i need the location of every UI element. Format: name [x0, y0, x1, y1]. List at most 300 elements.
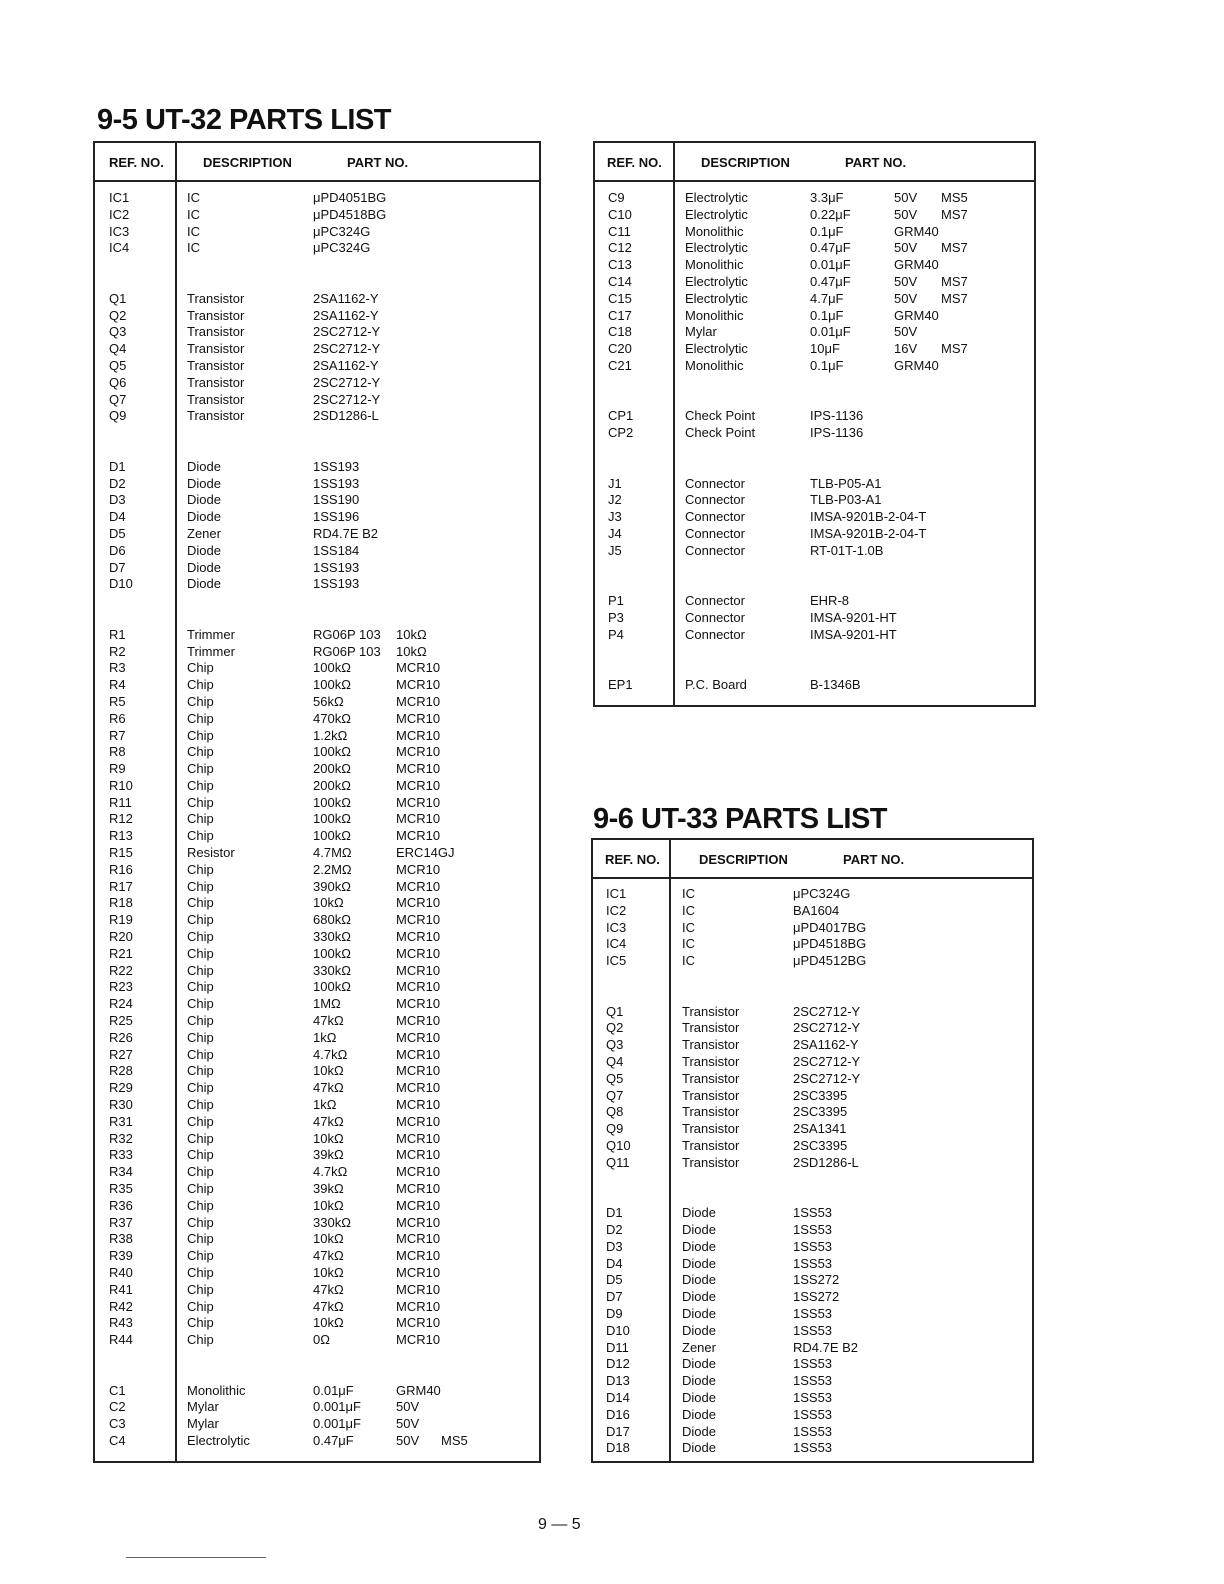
ref-no: J4: [608, 525, 622, 541]
description: Diode: [682, 1423, 716, 1439]
part-no: 1SS53: [793, 1255, 833, 1271]
parts-row: [95, 1080, 539, 1097]
description: Diode: [187, 492, 221, 508]
spec: GRM40: [894, 307, 939, 323]
description: Diode: [187, 458, 221, 474]
ref-no: R11: [109, 794, 132, 810]
description: Chip: [187, 1080, 214, 1096]
part-no: 390kΩ: [313, 878, 351, 894]
spec: MCR10: [396, 1181, 441, 1197]
ref-no: J1: [608, 475, 622, 491]
header-ref-no: REF. NO.: [109, 155, 164, 170]
description: Chip: [187, 979, 214, 995]
parts-row: [95, 543, 539, 560]
spec: MCR10: [396, 878, 441, 894]
parts-row: [593, 1054, 1032, 1071]
ref-no: IC3: [109, 223, 130, 239]
parts-row: [595, 543, 1034, 560]
ref-no: R15: [109, 845, 133, 861]
spec-extra: MS7: [941, 206, 968, 222]
ref-no: R1: [109, 626, 126, 642]
description: IC: [187, 190, 200, 205]
description: Zener: [682, 1339, 716, 1355]
spec-extra: MS5: [441, 1432, 468, 1448]
part-no: 2SD1286-L: [313, 408, 379, 424]
parts-row: [95, 358, 539, 375]
spec: MCR10: [396, 895, 441, 911]
ref-no: D1: [606, 1205, 623, 1221]
spec: MCR10: [396, 660, 441, 676]
description: Transistor: [682, 1053, 740, 1069]
description: Chip: [187, 1248, 214, 1264]
spec: MCR10: [396, 677, 441, 693]
ref-no: C18: [608, 324, 632, 340]
parts-row: [95, 1047, 539, 1064]
description: Chip: [187, 693, 214, 709]
ref-no: Q9: [109, 408, 127, 424]
parts-row: [593, 1373, 1032, 1390]
description: Diode: [682, 1322, 716, 1338]
parts-row: [95, 1030, 539, 1047]
description: Chip: [187, 1164, 214, 1180]
description: Chip: [187, 1315, 214, 1331]
description: Connector: [685, 593, 745, 609]
parts-row: [595, 240, 1034, 257]
ref-no: R42: [109, 1298, 133, 1314]
parts-row: [593, 936, 1032, 953]
description: Chip: [187, 929, 214, 945]
description: Chip: [187, 710, 214, 726]
description: Mylar: [187, 1399, 219, 1415]
description: Connector: [685, 492, 745, 508]
ref-no: Q1: [606, 1003, 624, 1019]
spec-extra: MS7: [941, 341, 968, 357]
part-no: 2SC3395: [793, 1104, 848, 1120]
parts-row: [95, 1181, 539, 1198]
ref-no: R22: [109, 962, 133, 978]
ref-no: D1: [109, 458, 126, 474]
ref-no: C11: [608, 223, 631, 239]
spec: MCR10: [396, 861, 441, 877]
part-no: μPD4518BG: [793, 936, 867, 952]
description: Electrolytic: [685, 341, 748, 357]
ref-no: IC4: [109, 240, 130, 256]
ref-no: R20: [109, 929, 133, 945]
part-no: 1SS272: [793, 1289, 840, 1305]
header-ref-no: REF. NO.: [607, 155, 662, 170]
ref-no: D10: [109, 576, 133, 592]
ref-no: C1: [109, 1382, 126, 1398]
ref-no: D17: [606, 1423, 630, 1439]
description: Chip: [187, 1231, 214, 1247]
spec: MCR10: [396, 1248, 441, 1264]
parts-row: [95, 1097, 539, 1114]
part-no: μPC324G: [793, 886, 851, 901]
parts-row: [95, 1433, 539, 1450]
parts-row: [95, 1114, 539, 1131]
description: Electrolytic: [685, 273, 748, 289]
parts-row: [593, 1272, 1032, 1289]
spec: 16V: [894, 341, 918, 357]
description: Chip: [187, 677, 214, 693]
description: IC: [682, 886, 695, 901]
parts-row: [95, 879, 539, 896]
description: Chip: [187, 811, 214, 827]
part-no: 1SS53: [793, 1440, 833, 1456]
parts-row: [595, 425, 1034, 442]
description: Zener: [187, 525, 221, 541]
spec: 10kΩ: [396, 643, 427, 659]
parts-row: [593, 1205, 1032, 1222]
parts-row: [95, 509, 539, 526]
ref-no: Q10: [606, 1137, 631, 1153]
ref-no: C13: [608, 257, 632, 273]
ref-no: Q11: [606, 1154, 630, 1170]
description: Monolithic: [187, 1382, 246, 1398]
ref-no: R10: [109, 777, 133, 793]
part-no: 1SS196: [313, 509, 360, 525]
parts-row: [95, 795, 539, 812]
parts-row: [595, 593, 1034, 610]
part-no: 2SC2712-Y: [793, 1020, 861, 1036]
spec: GRM40: [396, 1382, 441, 1398]
spec: MCR10: [396, 1197, 441, 1213]
ut33-title: 9-6 UT-33 PARTS LIST: [593, 803, 888, 835]
part-no: 100kΩ: [313, 677, 351, 693]
ref-no: Q8: [606, 1104, 624, 1120]
ref-no: R25: [109, 1013, 133, 1029]
part-no: 2SC2712-Y: [313, 391, 381, 407]
part-no: 47kΩ: [313, 1298, 344, 1314]
ref-no: R8: [109, 744, 126, 760]
part-no: 0Ω: [313, 1332, 330, 1348]
ut32-title: 9-5 UT-32 PARTS LIST: [97, 104, 392, 136]
header-ref-no: REF. NO.: [605, 852, 660, 867]
parts-row: [595, 358, 1034, 375]
parts-row: [95, 694, 539, 711]
parts-row: [593, 1323, 1032, 1340]
part-no: 2SC2712-Y: [793, 1070, 861, 1086]
ref-no: D5: [606, 1272, 623, 1288]
part-no: 47kΩ: [313, 1013, 344, 1029]
ref-no: R3: [109, 660, 126, 676]
description: Transistor: [682, 1070, 740, 1086]
parts-row: [95, 1315, 539, 1332]
spec: GRM40: [894, 357, 939, 373]
part-no: RD4.7E B2: [313, 525, 379, 541]
parts-row: [593, 1340, 1032, 1357]
description: Chip: [187, 878, 214, 894]
part-no: 1SS190: [313, 492, 360, 508]
description: Diode: [682, 1356, 716, 1372]
ref-no: R29: [109, 1080, 133, 1096]
part-no: μPD4512BG: [793, 953, 867, 969]
spec: MCR10: [396, 777, 441, 793]
description: Transistor: [187, 408, 245, 424]
parts-row: [595, 224, 1034, 241]
parts-row: [95, 811, 539, 828]
parts-row: [95, 761, 539, 778]
part-no: IMSA-9201B-2-04-T: [810, 509, 927, 525]
part-no: 4.7μF: [810, 290, 844, 306]
description: Chip: [187, 1013, 214, 1029]
row-spacer: [593, 1188, 1032, 1205]
parts-row: [595, 476, 1034, 493]
description: Diode: [187, 542, 221, 558]
spec: 50V: [396, 1416, 420, 1432]
description: Connector: [685, 626, 745, 642]
description: Resistor: [187, 845, 235, 861]
part-no: 2SC2712-Y: [793, 1003, 861, 1019]
parts-row: [95, 963, 539, 980]
spec-extra: MS7: [941, 273, 968, 289]
spec: MCR10: [396, 1214, 441, 1230]
part-no: RT-01T-1.0B: [810, 542, 884, 558]
row-spacer: [95, 425, 539, 442]
ref-no: IC2: [606, 902, 627, 918]
parts-row: [593, 1121, 1032, 1138]
description: Transistor: [682, 1087, 740, 1103]
part-no: 39kΩ: [313, 1147, 344, 1163]
part-no: 2SC2712-Y: [793, 1053, 861, 1069]
ref-no: R26: [109, 1029, 133, 1045]
parts-row: [593, 1037, 1032, 1054]
ref-no: C20: [608, 341, 632, 357]
ref-no: IC4: [606, 936, 627, 952]
ref-no: R6: [109, 710, 126, 726]
part-no: 2SC2712-Y: [313, 341, 381, 357]
parts-row: [95, 291, 539, 308]
parts-row: [593, 1256, 1032, 1273]
description: Check Point: [685, 425, 756, 441]
ref-no: IC3: [606, 919, 627, 935]
ref-no: IC5: [606, 953, 627, 969]
part-no: 200kΩ: [313, 761, 351, 777]
page-number: 9 — 5: [538, 1516, 581, 1533]
description: Diode: [682, 1255, 716, 1271]
spec: MCR10: [396, 1231, 441, 1247]
parts-row: [95, 459, 539, 476]
parts-row: [95, 308, 539, 325]
spec: 10kΩ: [396, 626, 427, 642]
part-no: RG06P 103: [313, 626, 381, 642]
description: Chip: [187, 1298, 214, 1314]
parts-row: [95, 1399, 539, 1416]
part-no: 10kΩ: [313, 1265, 344, 1280]
part-no: 1SS53: [793, 1423, 833, 1439]
part-no: μPC324G: [313, 240, 371, 256]
description: Trimmer: [187, 626, 235, 642]
ref-no: R2: [109, 643, 126, 659]
description: Diode: [682, 1389, 716, 1405]
ref-no: C2: [109, 1399, 126, 1415]
row-spacer: [95, 442, 539, 459]
description: Diode: [187, 576, 221, 592]
part-no: 39kΩ: [313, 1181, 344, 1197]
part-no: 1SS193: [313, 559, 360, 575]
spec: MCR10: [396, 727, 441, 743]
description: P.C. Board: [685, 677, 747, 693]
part-no: RD4.7E B2: [793, 1339, 859, 1355]
description: Trimmer: [187, 643, 235, 659]
spec: MCR10: [396, 979, 441, 995]
parts-row: [95, 1215, 539, 1232]
spec: MCR10: [396, 929, 441, 945]
parts-row: [95, 408, 539, 425]
parts-row: [95, 1416, 539, 1433]
description: Monolithic: [685, 223, 744, 239]
part-no: 100kΩ: [313, 794, 351, 810]
part-no: 47kΩ: [313, 1113, 344, 1129]
part-no: 200kΩ: [313, 777, 351, 793]
parts-row: [95, 375, 539, 392]
parts-row: [95, 912, 539, 929]
ref-no: R5: [109, 693, 126, 709]
spec-extra: MS7: [941, 290, 968, 306]
ref-no: D10: [606, 1322, 630, 1338]
part-no: 0.47μF: [810, 273, 851, 289]
description: Chip: [187, 794, 214, 810]
ref-no: R39: [109, 1248, 133, 1264]
parts-row: [95, 526, 539, 543]
ref-no: R16: [109, 861, 133, 877]
ref-no: Q6: [109, 374, 127, 390]
spec: MCR10: [396, 1281, 441, 1297]
parts-row: [95, 1299, 539, 1316]
ref-no: R43: [109, 1315, 133, 1331]
part-no: RG06P 103: [313, 643, 381, 659]
spec: MCR10: [396, 1298, 441, 1314]
part-no: 1MΩ: [313, 996, 341, 1012]
part-no: 1SS53: [793, 1373, 833, 1389]
part-no: 2SC3395: [793, 1087, 848, 1103]
part-no: 0.47μF: [313, 1432, 354, 1448]
parts-row: [95, 946, 539, 963]
parts-row: [95, 1131, 539, 1148]
parts-row: [593, 1088, 1032, 1105]
spec: MCR10: [396, 811, 441, 827]
row-spacer: [595, 392, 1034, 409]
ref-no: Q7: [109, 391, 127, 407]
ref-no: C15: [608, 290, 632, 306]
part-no: B-1346B: [810, 677, 861, 693]
spec: 50V: [894, 240, 918, 256]
spec-extra: MS7: [941, 240, 968, 256]
row-spacer: [595, 644, 1034, 661]
parts-row: [95, 1231, 539, 1248]
part-no: 1SS53: [793, 1205, 833, 1221]
description: Chip: [187, 1197, 214, 1213]
part-no: 1SS193: [313, 475, 360, 491]
part-no: 10μF: [810, 341, 840, 357]
description: Electrolytic: [685, 290, 748, 306]
part-no: 100kΩ: [313, 744, 351, 760]
part-no: 47kΩ: [313, 1248, 344, 1264]
part-no: IPS-1136: [810, 408, 864, 424]
spec: 50V: [894, 290, 918, 306]
part-no: EHR-8: [810, 593, 850, 609]
parts-row: [95, 190, 539, 207]
ref-no: Q1: [109, 290, 127, 306]
ref-no: R17: [109, 878, 133, 894]
header-part-no: PART NO.: [347, 155, 409, 170]
parts-row: [595, 257, 1034, 274]
parts-row: [593, 1155, 1032, 1172]
ref-no: IC1: [109, 190, 130, 205]
part-no: 10kΩ: [313, 1063, 344, 1079]
spec: MCR10: [396, 1080, 441, 1096]
ut33-parts-table: [591, 838, 1034, 1463]
ref-no: Q3: [606, 1037, 624, 1053]
parts-row: [95, 845, 539, 862]
spec: MCR10: [396, 1113, 441, 1129]
ref-no: R28: [109, 1063, 133, 1079]
parts-row: [593, 1071, 1032, 1088]
description: Transistor: [682, 1003, 740, 1019]
parts-row: [595, 324, 1034, 341]
description: Chip: [187, 1097, 214, 1113]
ref-no: D14: [606, 1389, 630, 1405]
ref-no: R40: [109, 1265, 133, 1280]
parts-row: [95, 979, 539, 996]
part-no: 1SS53: [793, 1389, 833, 1405]
description: Connector: [685, 509, 745, 525]
spec: MCR10: [396, 1332, 441, 1348]
row-spacer: [95, 593, 539, 610]
part-no: 3.3μF: [810, 190, 844, 205]
ref-no: D11: [606, 1339, 629, 1355]
ref-no: R18: [109, 895, 133, 911]
row-spacer: [595, 560, 1034, 577]
ut32-rows: [95, 190, 539, 1450]
description: Chip: [187, 945, 214, 961]
description: Diode: [187, 475, 221, 491]
ref-no: D5: [109, 525, 126, 541]
parts-row: [593, 1407, 1032, 1424]
description: Chip: [187, 660, 214, 676]
parts-row: [593, 1289, 1032, 1306]
spec: ERC14GJ: [396, 845, 455, 861]
ref-no: D9: [606, 1305, 623, 1321]
part-no: 2SD1286-L: [793, 1154, 859, 1170]
description: Connector: [685, 475, 745, 491]
description: Chip: [187, 1063, 214, 1079]
spec: MCR10: [396, 1097, 441, 1113]
ref-no: R27: [109, 1046, 133, 1062]
part-no: 4.7kΩ: [313, 1046, 348, 1062]
description: Chip: [187, 1181, 214, 1197]
ref-no: R38: [109, 1231, 133, 1247]
part-no: 0.001μF: [313, 1399, 361, 1415]
ref-no: C4: [109, 1432, 126, 1448]
ref-no: R44: [109, 1332, 133, 1348]
description: Diode: [682, 1406, 716, 1422]
part-no: 470kΩ: [313, 710, 351, 726]
parts-row: [95, 1013, 539, 1030]
ref-no: D6: [109, 542, 126, 558]
ref-no: D16: [606, 1406, 630, 1422]
part-no: 1SS53: [793, 1238, 833, 1254]
description: Diode: [682, 1205, 716, 1221]
parts-row: [593, 953, 1032, 970]
parts-row: [95, 828, 539, 845]
row-spacer: [593, 987, 1032, 1004]
parts-row: [95, 728, 539, 745]
spec: GRM40: [894, 257, 939, 273]
parts-row: [595, 526, 1034, 543]
description: Transistor: [682, 1037, 740, 1053]
parts-row: [95, 392, 539, 409]
